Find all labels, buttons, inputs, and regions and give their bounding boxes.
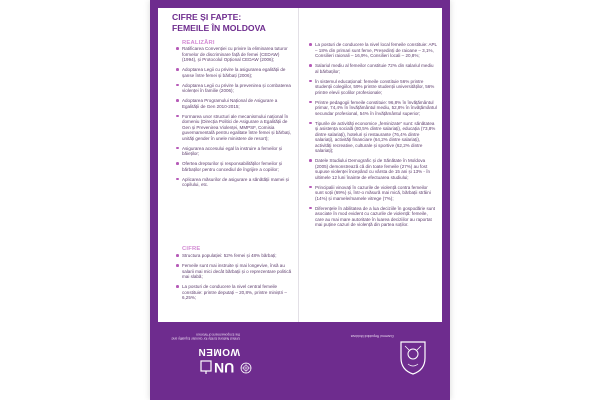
moldova-coat-of-arms-icon [396, 336, 430, 376]
logo-women-text: WOMEN [198, 346, 240, 357]
fine-print-left: United Nations Entity for Gender Equality and the Empowerment of Women [171, 332, 240, 341]
title-line-1: CIFRE ȘI FAPTE: [172, 12, 242, 22]
right-column-list [309, 42, 437, 232]
list-item: Ratificarea Convenției cu privire la eliminarea tuturor formelor de discriminare față de femei (CEDAW) (1994), și Protocolul Opțional CEDAW (2006); [176, 46, 294, 63]
realizari-list [176, 46, 294, 192]
cifre-list [176, 253, 294, 305]
list-item: Femeile sunt mai instruite și mai longevive, însă au salarii mai mici decât bărbații și o reprezentare politică mai slabă; [176, 263, 294, 280]
page-title [172, 12, 292, 34]
list-item: La posturi de conducere la nivel local femeile constituie: APL – 18% din primari sunt feme, Președinți de raioane – 3,1%, Consilieri raionali – 16,9%, Consilieri locali – 20,8%; [309, 42, 437, 59]
right-band [442, 0, 450, 322]
list-item: Formarea unor structuri ale mecanismului național în domeniu (Direcția Politici de Asigurare a Egalității de Gen și Prevenirea Violenței, MMPSF, Comisia guvernamentală pentru egalitate între femei și bărbați, unități gender în unele ministere de resort); [176, 114, 294, 142]
fine-print-right: Guvernul Republicii Moldova [350, 334, 394, 339]
list-item: Adoptarea Legii cu privire la asigurarea egalității de șanse între femei și bărbați (2006); [176, 67, 294, 78]
list-item: Aplicarea măsurilor de asigurare a sănătății mamei și copilului, etc. [176, 177, 294, 188]
left-band [150, 0, 158, 322]
female-symbol-icon [200, 360, 212, 374]
list-item: Adoptarea Programului Național de Asigurare a Egalității de Gen 2010-2015; [176, 98, 294, 109]
list-item: Ofertea drepturilor și responsabilităților femeilor și bărbaților pentru concediul de îngrijire a copiilor; [176, 161, 294, 172]
un-emblem-icon [240, 362, 252, 374]
list-item: Adoptarea Legii cu privire la prevenirea și combaterea violenței în familie (2006); [176, 83, 294, 94]
logo-un-text: UN [214, 360, 235, 376]
list-item: Salariul mediu al femeilor constituie 72% din salariul mediu al bărbaților; [309, 63, 437, 74]
list-item: Structura populației: 52% femei și 48% bărbați; [176, 253, 294, 259]
list-item: Principalii vinovați în cazurile de violență contra femeilor sunt soții (69%) și, într-o măsură mai mică, bărbații străini (14%) și mamele/mamele vitrege (7%); [309, 185, 437, 202]
list-item: Datele Studiului Demografic și de Sănătate în Moldova (2005) demonstrează că din toate femeile (27%) au fost supuse violenței începând cu vârsta de 15 ani și 13% - în ultimele 12 luni înainte de efectuarea studiului; [309, 158, 437, 180]
top-band [150, 0, 450, 8]
list-item: Tipurile de activități economice „feminizate” sunt: sănătatea și asistența socială (80,5% dintre salariați), educația (73,8% dintre salariați), hoteluri și restaurante (76,4% dintre salariați), activități financiare (64,2% dintre salariați), activități recreative, culturale și sportive (62,2% dintre salariați); [309, 121, 437, 154]
un-women-logo [200, 338, 256, 388]
list-item: Asigurarea accesului egal la instruire a femeilor și băieților; [176, 146, 294, 157]
title-line-2: FEMEILE ÎN MOLDOVA [172, 23, 266, 33]
list-item: La posturi de conducere la nivel central femeile constituie: printre deputați – 20,8%, printre miniștri – 6,25%; [176, 284, 294, 301]
list-item: Diferențele în abilitatea de a lua deciziile în gospodărie sunt asociate în mod evident cu cazurile de violență: femeile, care au mai mare autoritate în luarea deciziilor au raportat mai puține cazuri de violență din partea soților. [309, 206, 437, 228]
list-item: În sistemul educațional: femeile constituie 56% printre studenții colegiilor, 59% printre studenții universităților, 56% printre elevii școlilor profesionale; [309, 79, 437, 96]
list-item: Printre pedagogii femeile constituie: 96,8% în învățământul primar, 74,4% în învățământul mediu, 52,8% în învățământul secundar profesional, 54% în învățământul superior; [309, 100, 437, 117]
section-heading-realizari: REALIZĂRI [182, 40, 215, 46]
section-heading-cifre: CIFRE [182, 246, 201, 252]
